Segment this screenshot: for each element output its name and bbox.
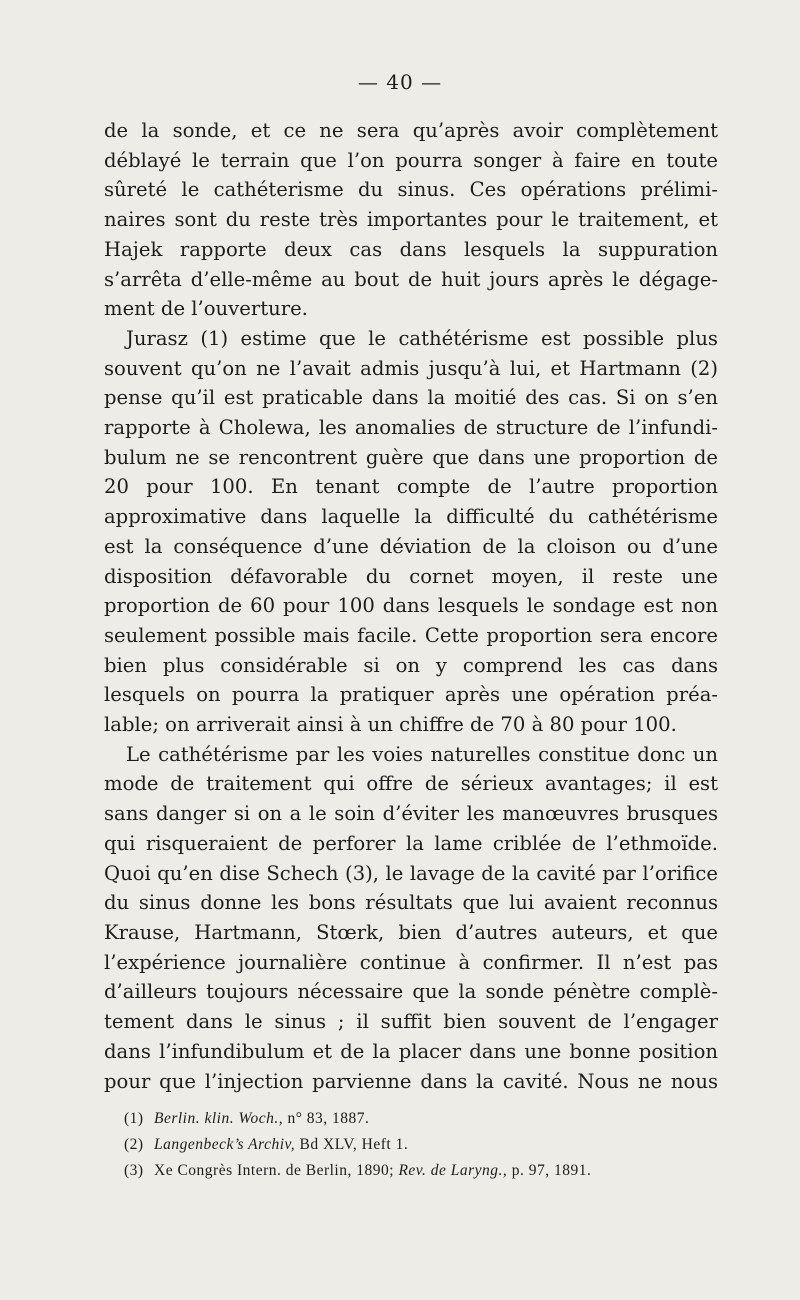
- text-line: naires sont du reste très importantes pour le traitement, et: [104, 208, 718, 232]
- footnote-source: Langenbeck’s Archiv,: [154, 1136, 296, 1153]
- text-line: dans l’infundibulum et de la placer dans une bonne position: [104, 1039, 718, 1063]
- text-line: pense qu’il est praticable dans la moitié des cas. Si on s’en: [104, 386, 718, 410]
- text-line: Krause, Hartmann, Stœrk, bien d’autres auteurs, et que: [104, 920, 718, 944]
- text-line: rapporte à Cholewa, les anomalies de structure de l’infundi-: [104, 416, 718, 440]
- text-line: sans danger si on a le soin d’éviter les manœuvres brusques: [104, 802, 718, 826]
- text-line: lesquels on pourra la pratiquer après une opération préa-: [104, 683, 718, 707]
- footnote-number: (3): [124, 1162, 144, 1179]
- text-line: Le cathétérisme par les voies naturelles constitue donc un: [126, 742, 718, 766]
- footnote-prefix: Xe Congrès Intern. de Berlin, 1890;: [154, 1162, 399, 1179]
- footnote-source: Berlin. klin. Woch.,: [154, 1110, 284, 1127]
- text-line: pour que l’injection parvienne dans la cavité. Nous ne nous: [104, 1069, 718, 1093]
- footnote-detail: Bd XLV, Heft 1.: [295, 1136, 409, 1153]
- text-line: de la sonde, et ce ne sera qu’après avoir complètement: [104, 119, 718, 142]
- footnote: [124, 1158, 724, 1184]
- text-line: proportion de 60 pour 100 dans lesquels le sondage est non: [104, 594, 718, 618]
- footnote-detail: p. 97, 1891.: [507, 1162, 592, 1179]
- text-line: l’expérience journalière continue à confirmer. Il n’est pas: [104, 950, 718, 974]
- footnote-number: (1): [124, 1110, 144, 1127]
- footnote-number: (2): [124, 1136, 144, 1153]
- text-line: qui risqueraient de perforer la lame criblée de l’ethmoïde.: [104, 831, 718, 855]
- page-number: — 40 —: [357, 70, 443, 94]
- footnotes: [124, 1106, 724, 1184]
- text-line: ment de l’ouverture.: [104, 297, 308, 321]
- text-line: seulement possible mais facile. Cette proportion sera encore: [104, 623, 718, 647]
- text-line: mode de traitement qui offre de sérieux avantages; il est: [104, 772, 718, 796]
- text-line: Jurasz (1) estime que le cathétérisme est possible plus: [126, 326, 718, 350]
- footnote: [124, 1106, 724, 1132]
- footnote-detail: n° 83, 1887.: [283, 1110, 370, 1127]
- footnote: [124, 1132, 724, 1158]
- text-line: souvent qu’on ne l’avait admis jusqu’à lui, et Hartmann (2): [104, 356, 718, 380]
- text-line: s’arrêta d’elle-même au bout de huit jours après le dégage-: [104, 267, 718, 291]
- text-line: lable; on arriverait ainsi à un chiffre de 70 à 80 pour 100.: [104, 713, 677, 737]
- text-line: tement dans le sinus ; il suffit bien souvent de l’engager: [104, 1010, 718, 1034]
- text-line: Quoi qu’en dise Schech (3), le lavage de la cavité par l’orifice: [104, 861, 718, 885]
- text-line: déblayé le terrain que l’on pourra songer à faire en toute: [104, 148, 718, 172]
- text-line: sûreté le cathéterisme du sinus. Ces opérations prélimi-: [104, 178, 718, 202]
- text-line: disposition défavorable du cornet moyen, il reste une: [104, 564, 718, 588]
- body-text: [104, 116, 718, 1096]
- text-line: bien plus considérable si on y comprend les cas dans: [104, 653, 718, 677]
- text-line: est la conséquence d’une déviation de la cloison ou d’une: [104, 534, 718, 558]
- text-line: approximative dans laquelle la difficulté du cathétérisme: [104, 505, 718, 529]
- text-line: 20 pour 100. En tenant compte de l’autre proportion: [104, 475, 718, 499]
- text-line: Hajek rapporte deux cas dans lesquels la suppuration: [104, 237, 718, 261]
- text-line: bulum ne se rencontrent guère que dans une proportion de: [104, 445, 718, 469]
- text-line: du sinus donne les bons résultats que lui avaient reconnus: [104, 891, 718, 915]
- footnote-source: Rev. de Laryng.,: [398, 1162, 508, 1179]
- text-line: d’ailleurs toujours nécessaire que la sonde pénètre complè-: [104, 980, 718, 1004]
